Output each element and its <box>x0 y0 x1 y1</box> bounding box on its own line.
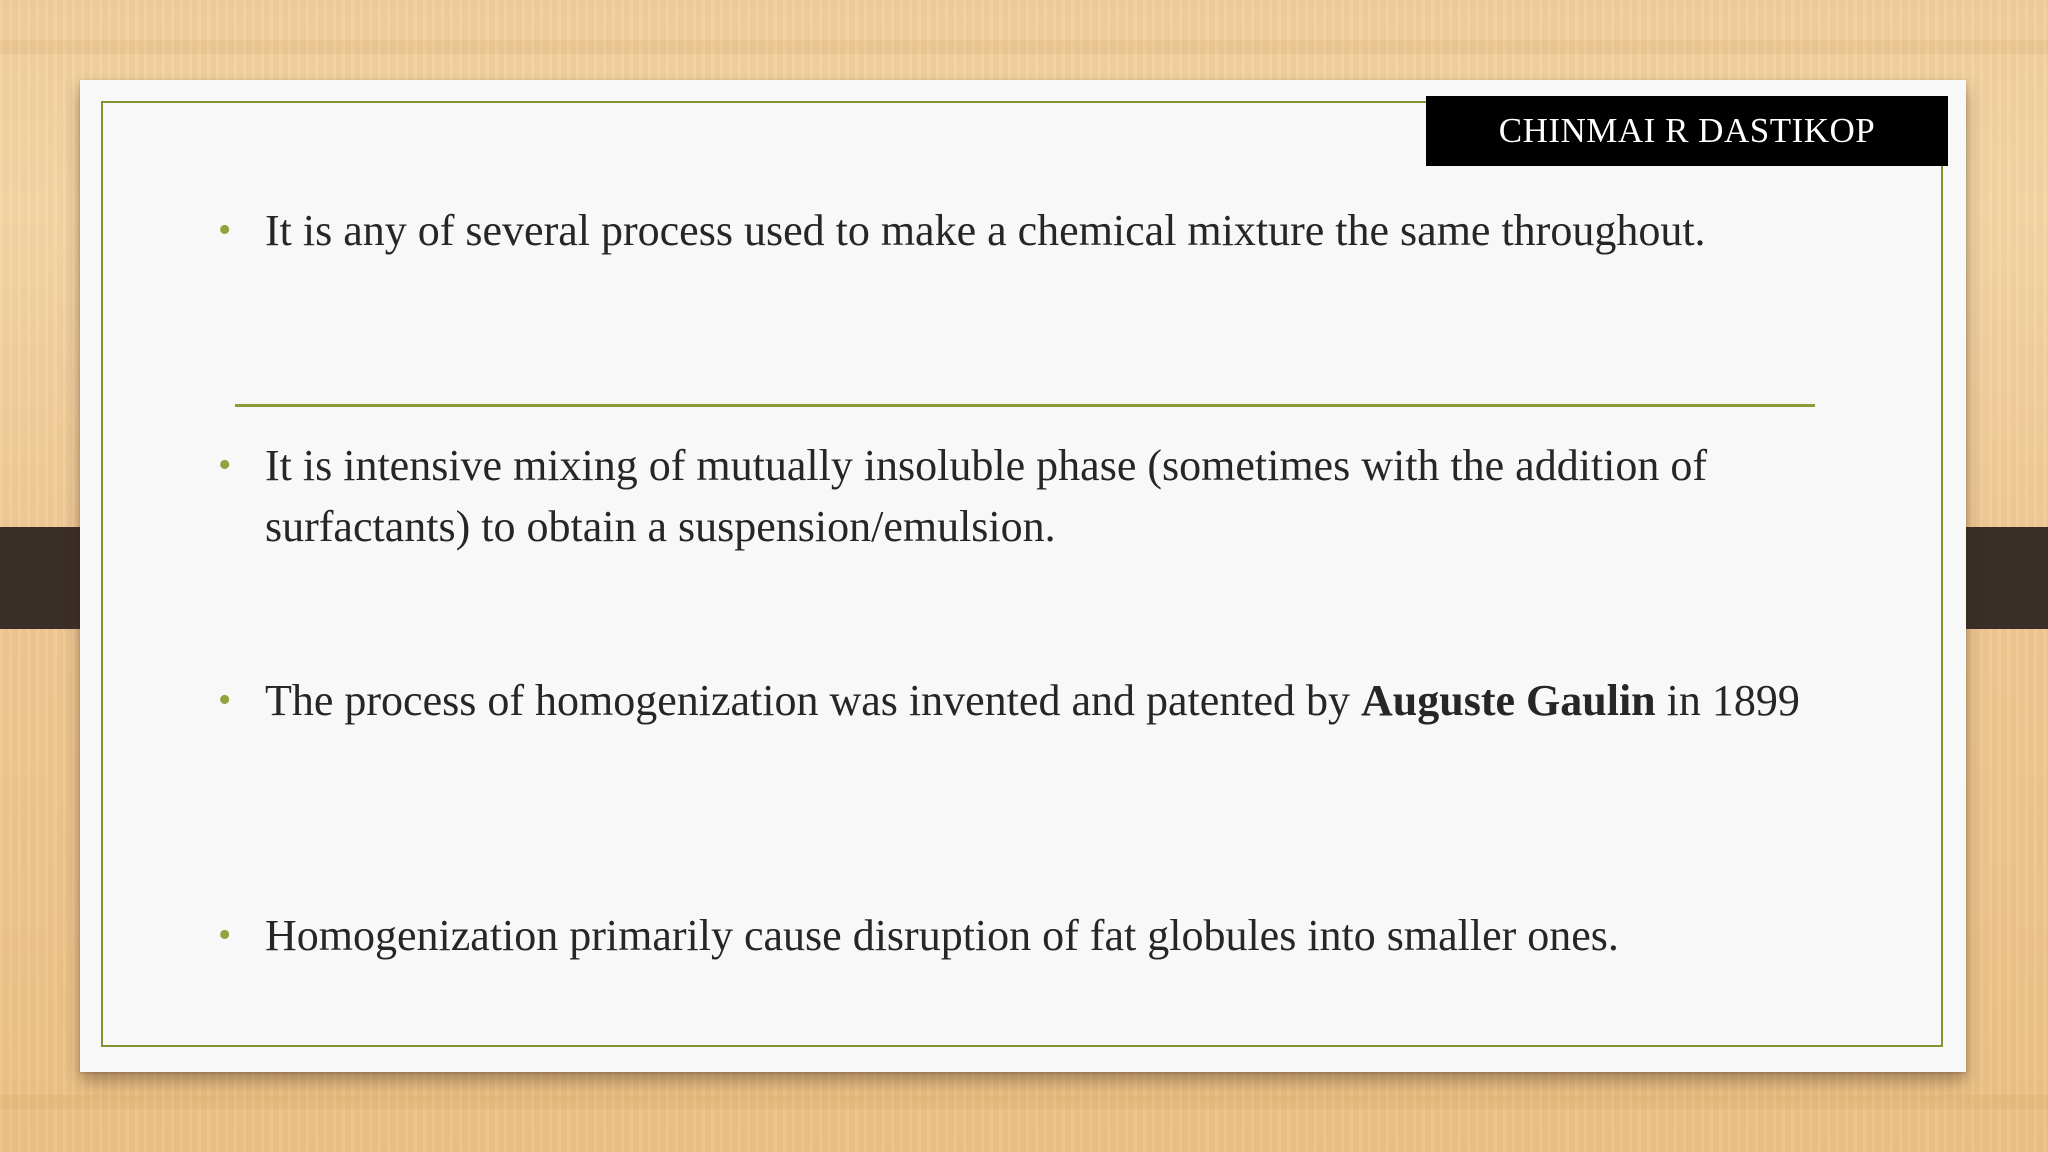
slide-paper <box>80 80 1966 1072</box>
bullet-item-4 <box>218 905 1838 966</box>
bullet-dot-icon: • <box>218 209 232 251</box>
bullet-text-plain: in 1899 <box>1655 676 1800 725</box>
bullet-dot-icon: • <box>218 444 232 486</box>
wood-grain <box>0 40 2048 54</box>
bullet-text: It is intensive mixing of mutually insoluble phase (sometimes with the addition of surfactants) to obtain a suspension/emulsion. <box>265 441 1708 551</box>
author-name: CHINMAI R DASTIKOP <box>1498 111 1876 150</box>
author-name-box <box>1426 96 1948 166</box>
section-divider <box>235 404 1815 407</box>
bullet-text: Homogenization primarily cause disruption of fat globules into smaller ones. <box>265 911 1619 960</box>
bullet-dot-icon: • <box>218 679 232 721</box>
bullet-item-1 <box>218 200 1838 261</box>
bullet-text: It is any of several process used to make a chemical mixture the same throughout. <box>265 206 1706 255</box>
inventor-name: Auguste Gaulin <box>1361 676 1656 725</box>
bullet-item-3 <box>218 670 1838 731</box>
bullet-text-plain: The process of homogenization was invented and patented by <box>265 676 1362 725</box>
bullet-dot-icon: • <box>218 914 232 956</box>
wood-grain <box>0 1095 2048 1109</box>
bullet-item-2 <box>218 435 1838 557</box>
bullet-text <box>218 670 1838 731</box>
